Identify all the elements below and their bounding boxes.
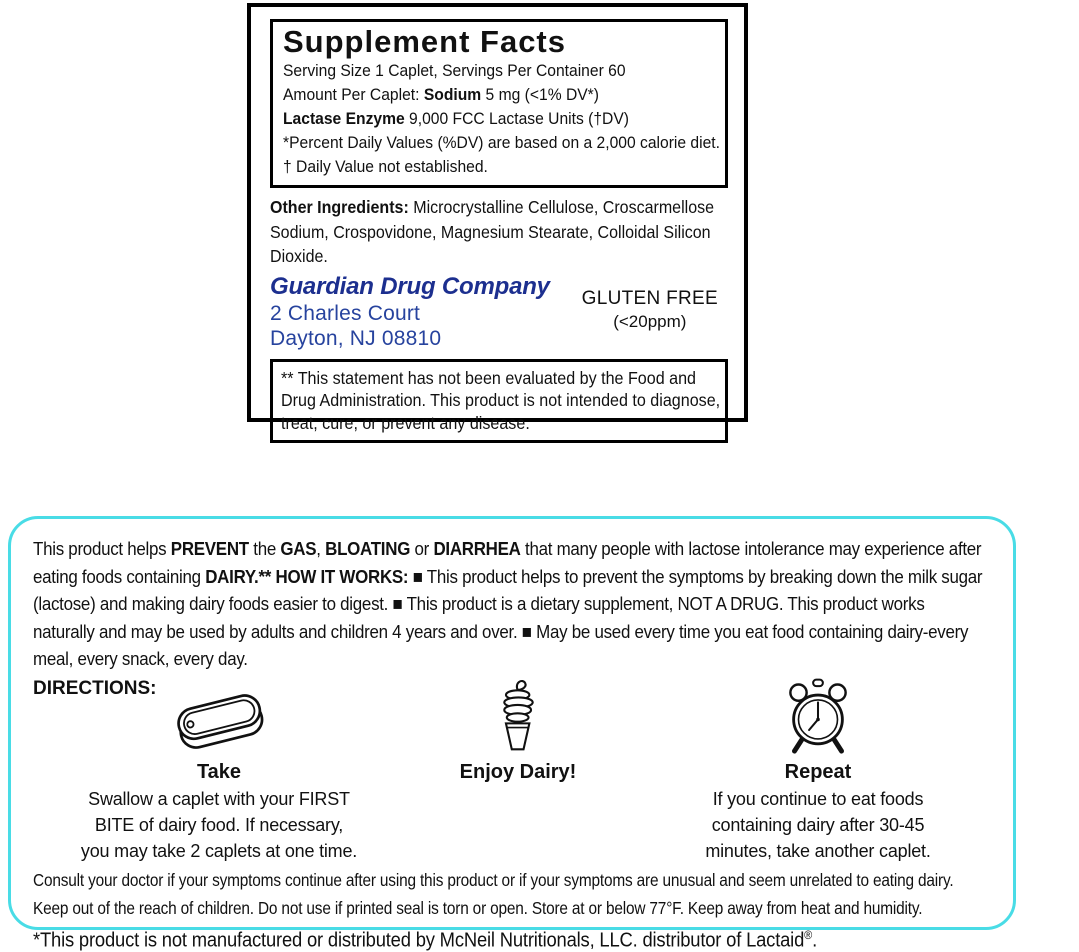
fda-disclaimer-line: ** This statement has not been evaluated by the Food and (281, 367, 717, 390)
company-block (270, 273, 728, 351)
gluten-free-text: GLUTEN FREE (582, 287, 718, 311)
soft-serve-cone-icon (378, 676, 658, 756)
supplement-facts-title: Supplement Facts (283, 24, 717, 59)
fda-disclaimer-line: Drug Administration. This product is not intended to diagnose, (281, 389, 717, 412)
gluten-free-ppm: (<20ppm) (582, 311, 718, 333)
step-repeat-text: minutes, take another caplet. (653, 838, 983, 864)
serving-size-line: Serving Size 1 Caplet, Servings Per Container 60 (283, 59, 717, 83)
company-address (270, 273, 550, 351)
company-name: Guardian Drug Company (270, 273, 550, 301)
consult-doctor-line: Consult your doctor if your symptoms continue after using this product or if your symptoms are unusual and seem unrelated to eating dairy. (33, 866, 991, 894)
sodium-line: Amount Per Caplet: Sodium 5 mg (<1% DV*) (283, 83, 717, 107)
supplement-facts-box (270, 19, 728, 188)
supplement-facts-panel (247, 3, 748, 422)
step-enjoy-dairy-title: Enjoy Dairy! (378, 759, 658, 786)
company-address-line2: Dayton, NJ 08810 (270, 326, 550, 351)
step-repeat-text: If you continue to eat foods (653, 786, 983, 812)
directions-section (33, 676, 991, 860)
step-take-text: Swallow a caplet with your FIRST (33, 786, 405, 812)
fda-disclaimer-line: treat, cure, or prevent any disease. (281, 412, 717, 435)
step-take-text: BITE of dairy food. If necessary, (33, 812, 405, 838)
daily-value-note: *Percent Daily Values (%DV) are based on a 2,000 calorie diet. (283, 131, 717, 155)
step-enjoy-dairy (378, 676, 658, 786)
alarm-clock-icon (653, 676, 983, 756)
caplet-icon (33, 676, 405, 756)
directions-label: DIRECTIONS: (33, 678, 157, 700)
other-ingredients: Other Ingredients: Microcrystalline Cellulose, Croscarmellose Sodium, Crospovidone, Magnesium Stearate, Colloidal Silicon Dioxide. (270, 195, 728, 269)
step-repeat-title: Repeat (653, 759, 983, 786)
gluten-free-badge (582, 287, 728, 351)
step-take-text: you may take 2 caplets at one time. (33, 838, 405, 864)
step-take-title: Take (33, 759, 405, 786)
product-description: This product helps PREVENT the GAS, BLOATING or DIARRHEA that many people with lactose intolerance may experience after eating foods containing DAIRY.** HOW IT WORKS: ■ This product helps to prevent the symptoms by breaking down the milk sugar (lactose) and making dairy foods easier to digest. ■ This product is a dietary supplement, NOT A DRUG. This product works naturally and may be used by adults and children 4 years and over. ■ May be used every time you eat food containing dairy-every meal, every snack, every day. (33, 535, 988, 673)
company-address-line1: 2 Charles Court (270, 301, 550, 326)
dagger-note: † Daily Value not established. (283, 155, 717, 179)
lactase-enzyme-line: Lactase Enzyme 9,000 FCC Lactase Units (†DV) (283, 107, 717, 131)
usage-panel (8, 516, 1016, 930)
step-repeat-text: containing dairy after 30-45 (653, 812, 983, 838)
fda-disclaimer-box (270, 359, 728, 444)
distributor-footnote: *This product is not manufactured or distributed by McNeil Nutritionals, LLC. distributor of Lactaid®. (33, 928, 991, 952)
storage-warning-line: Keep out of the reach of children. Do not use if printed seal is torn or open. Store at or below 77°F. Keep away from heat and humidity. (33, 894, 991, 922)
step-take (33, 676, 405, 864)
step-repeat (653, 676, 983, 864)
registered-trademark-symbol: ® (804, 928, 812, 942)
warnings (33, 866, 991, 922)
